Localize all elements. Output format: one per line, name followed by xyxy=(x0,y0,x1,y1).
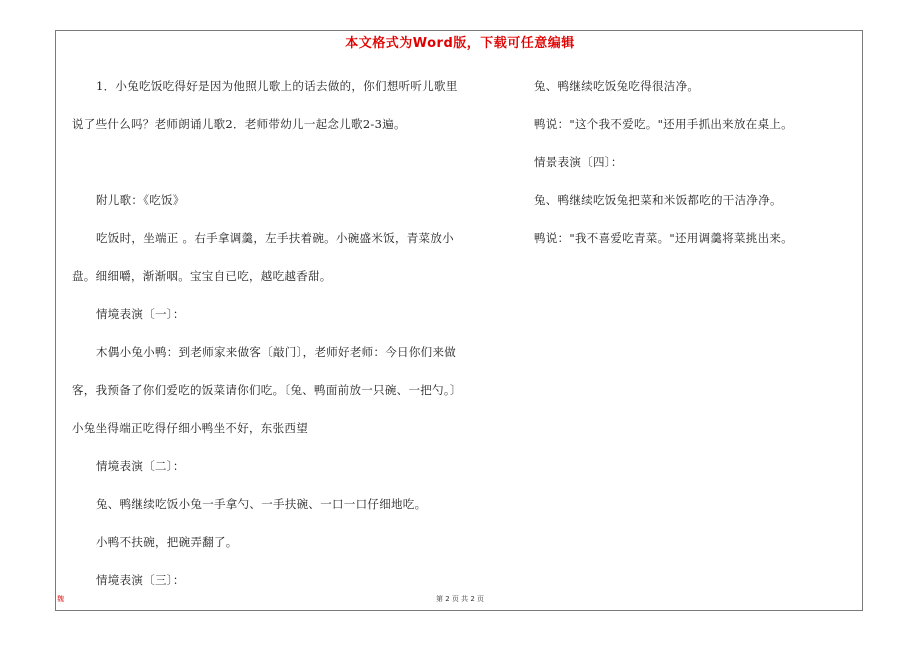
blank-line xyxy=(72,143,462,181)
paragraph-intro: 1．小兔吃饭吃得好是因为他照儿歌上的话去做的，你们想听听儿歌里说了些什么吗？老师朗诵儿歌2．老师带幼儿一起念儿歌2-3遍。 xyxy=(72,79,458,131)
header-banner: 本文格式为Word版，下载可任意编辑 xyxy=(345,36,575,51)
paragraph-scene-4b: 鸭说："我不喜爱吃青菜。"还用调羹将菜挑出来。 xyxy=(534,231,793,245)
left-column xyxy=(72,67,462,599)
paragraph-scene-2b: 小鸭不扶碗，把碗弄翻了。 xyxy=(96,535,238,549)
footer-corner-mark: 魏 xyxy=(57,595,64,603)
paragraph-scene-4a: 兔、鸭继续吃饭兔把菜和米饭都吃的干洁净净。 xyxy=(534,193,782,207)
scene-heading-3: 情境表演〔三〕： xyxy=(96,573,185,587)
page-number: 第 2 页 共 2 页 xyxy=(435,595,485,603)
paragraph-scene-3b: 鸭说："这个我不爱吃。"还用手抓出来放在桌上。 xyxy=(534,117,793,131)
paragraph-scene-3a: 兔、鸭继续吃饭兔吃得很洁净。 xyxy=(534,79,700,93)
scene-heading-2: 情境表演〔二〕： xyxy=(96,459,185,473)
paragraph-song-title: 附儿歌：《吃饭》 xyxy=(96,193,185,207)
scene-heading-4: 情景表演〔四〕： xyxy=(534,155,623,169)
paragraph-scene-1: 木偶小兔小鸭：到老师家来做客〔敲门〕，老师好老师：今日你们来做客，我预备了你们爱吃的饭菜请你们吃。〔兔、鸭面前放一只碗、一把勺。〕小兔坐得端正吃得仔细小鸭坐不好，东张西望 xyxy=(72,345,462,435)
paragraph-song-lyrics: 吃饭时，坐端正 。右手拿调羹，左手扶着碗。小碗盛米饭，青菜放小盘。细细嚼，渐渐咽。宝宝自已吃，越吃越香甜。 xyxy=(72,231,454,283)
scene-heading-1: 情境表演〔一〕： xyxy=(96,307,185,321)
paragraph-scene-2a: 兔、鸭继续吃饭小兔一手拿勺、一手扶碗、一口一口仔细地吃。 xyxy=(96,497,427,511)
right-column xyxy=(510,67,810,257)
